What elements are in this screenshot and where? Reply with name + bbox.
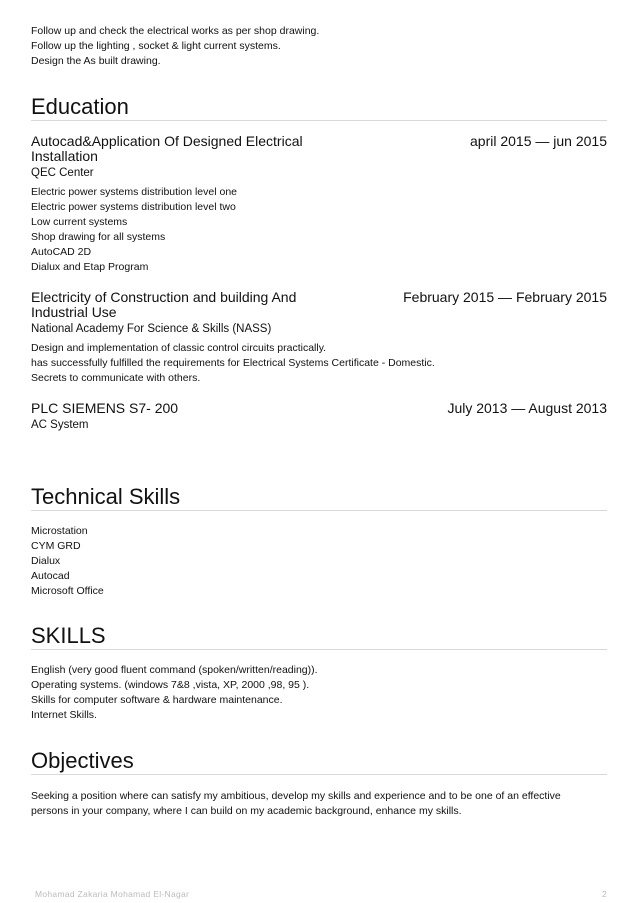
skill-line: Skills for computer software & hardware maintenance.	[31, 694, 283, 706]
entry-org: QEC Center	[31, 167, 94, 179]
technical-skills-list	[31, 524, 607, 599]
entry-org: National Academy For Science & Skills (NASS)	[31, 323, 272, 335]
entry-date: February 2015 — February 2015	[403, 289, 607, 305]
objectives-title: Objectives	[31, 748, 607, 775]
page-number: 2	[601, 889, 607, 899]
entry-line: AutoCAD 2D	[31, 246, 92, 258]
entry-lines	[31, 341, 607, 386]
entry-line: Low current systems	[31, 216, 128, 228]
skills-list	[31, 663, 607, 723]
technical-skills-section	[31, 484, 607, 599]
page-footer	[35, 889, 607, 899]
skill-item: Microstation	[31, 525, 88, 537]
entry-line: Electric power systems distribution level two	[31, 201, 236, 213]
intro-lines	[31, 24, 607, 69]
education-entry	[31, 134, 607, 275]
skill-line: English (very good fluent command (spoken/written/reading)).	[31, 664, 318, 676]
entry-line: Design and implementation of classic control circuits practically.	[31, 342, 327, 354]
intro-line: Follow up and check the electrical works as per shop drawing.	[31, 25, 320, 37]
intro-line: Design the As built drawing.	[31, 55, 161, 67]
entry-line: Dialux and Etap Program	[31, 261, 149, 273]
skills-section	[31, 623, 607, 723]
skill-item: Microsoft Office	[31, 585, 104, 597]
entry-line: Secrets to communicate with others.	[31, 372, 201, 384]
objective-line: persons in your company, where I can build on my academic background, enhance my skills.	[31, 805, 462, 817]
skill-item: Dialux	[31, 555, 61, 567]
entry-line: Electric power systems distribution level one	[31, 186, 238, 198]
entry-lines	[31, 185, 607, 275]
entry-line: Shop drawing for all systems	[31, 231, 166, 243]
objectives-section	[31, 748, 607, 819]
skill-item: CYM GRD	[31, 540, 81, 552]
objective-line: Seeking a position where can satisfy my ambitious, develop my skills and experience and to be one of an effective	[31, 790, 561, 802]
entry-title: Autocad&Application Of Designed Electrical Installation	[31, 133, 303, 164]
skill-line: Internet Skills.	[31, 709, 97, 721]
education-section	[31, 94, 607, 432]
education-entry	[31, 401, 607, 432]
footer-name: Mohamad Zakaria Mohamad El-Nagar	[35, 889, 190, 899]
entry-date: July 2013 — August 2013	[447, 400, 607, 416]
entry-line: has successfully fulfilled the requirements for Electrical Systems Certificate - Domestic.	[31, 357, 435, 369]
entry-org: AC System	[31, 419, 89, 431]
entry-title: PLC SIEMENS S7- 200	[31, 400, 179, 416]
skill-line: Operating systems. (windows 7&8 ,vista, XP, 2000 ,98, 95 ).	[31, 679, 310, 691]
objectives-text	[31, 789, 607, 819]
entry-title: Electricity of Construction and building And Industrial Use	[31, 289, 297, 320]
intro-line: Follow up the lighting , socket & light current systems.	[31, 40, 281, 52]
education-entry	[31, 290, 607, 386]
entry-date: april 2015 — jun 2015	[470, 133, 607, 149]
education-title: Education	[31, 94, 607, 121]
skills-title: SKILLS	[31, 623, 607, 650]
technical-skills-title: Technical Skills	[31, 484, 607, 511]
skill-item: Autocad	[31, 570, 70, 582]
